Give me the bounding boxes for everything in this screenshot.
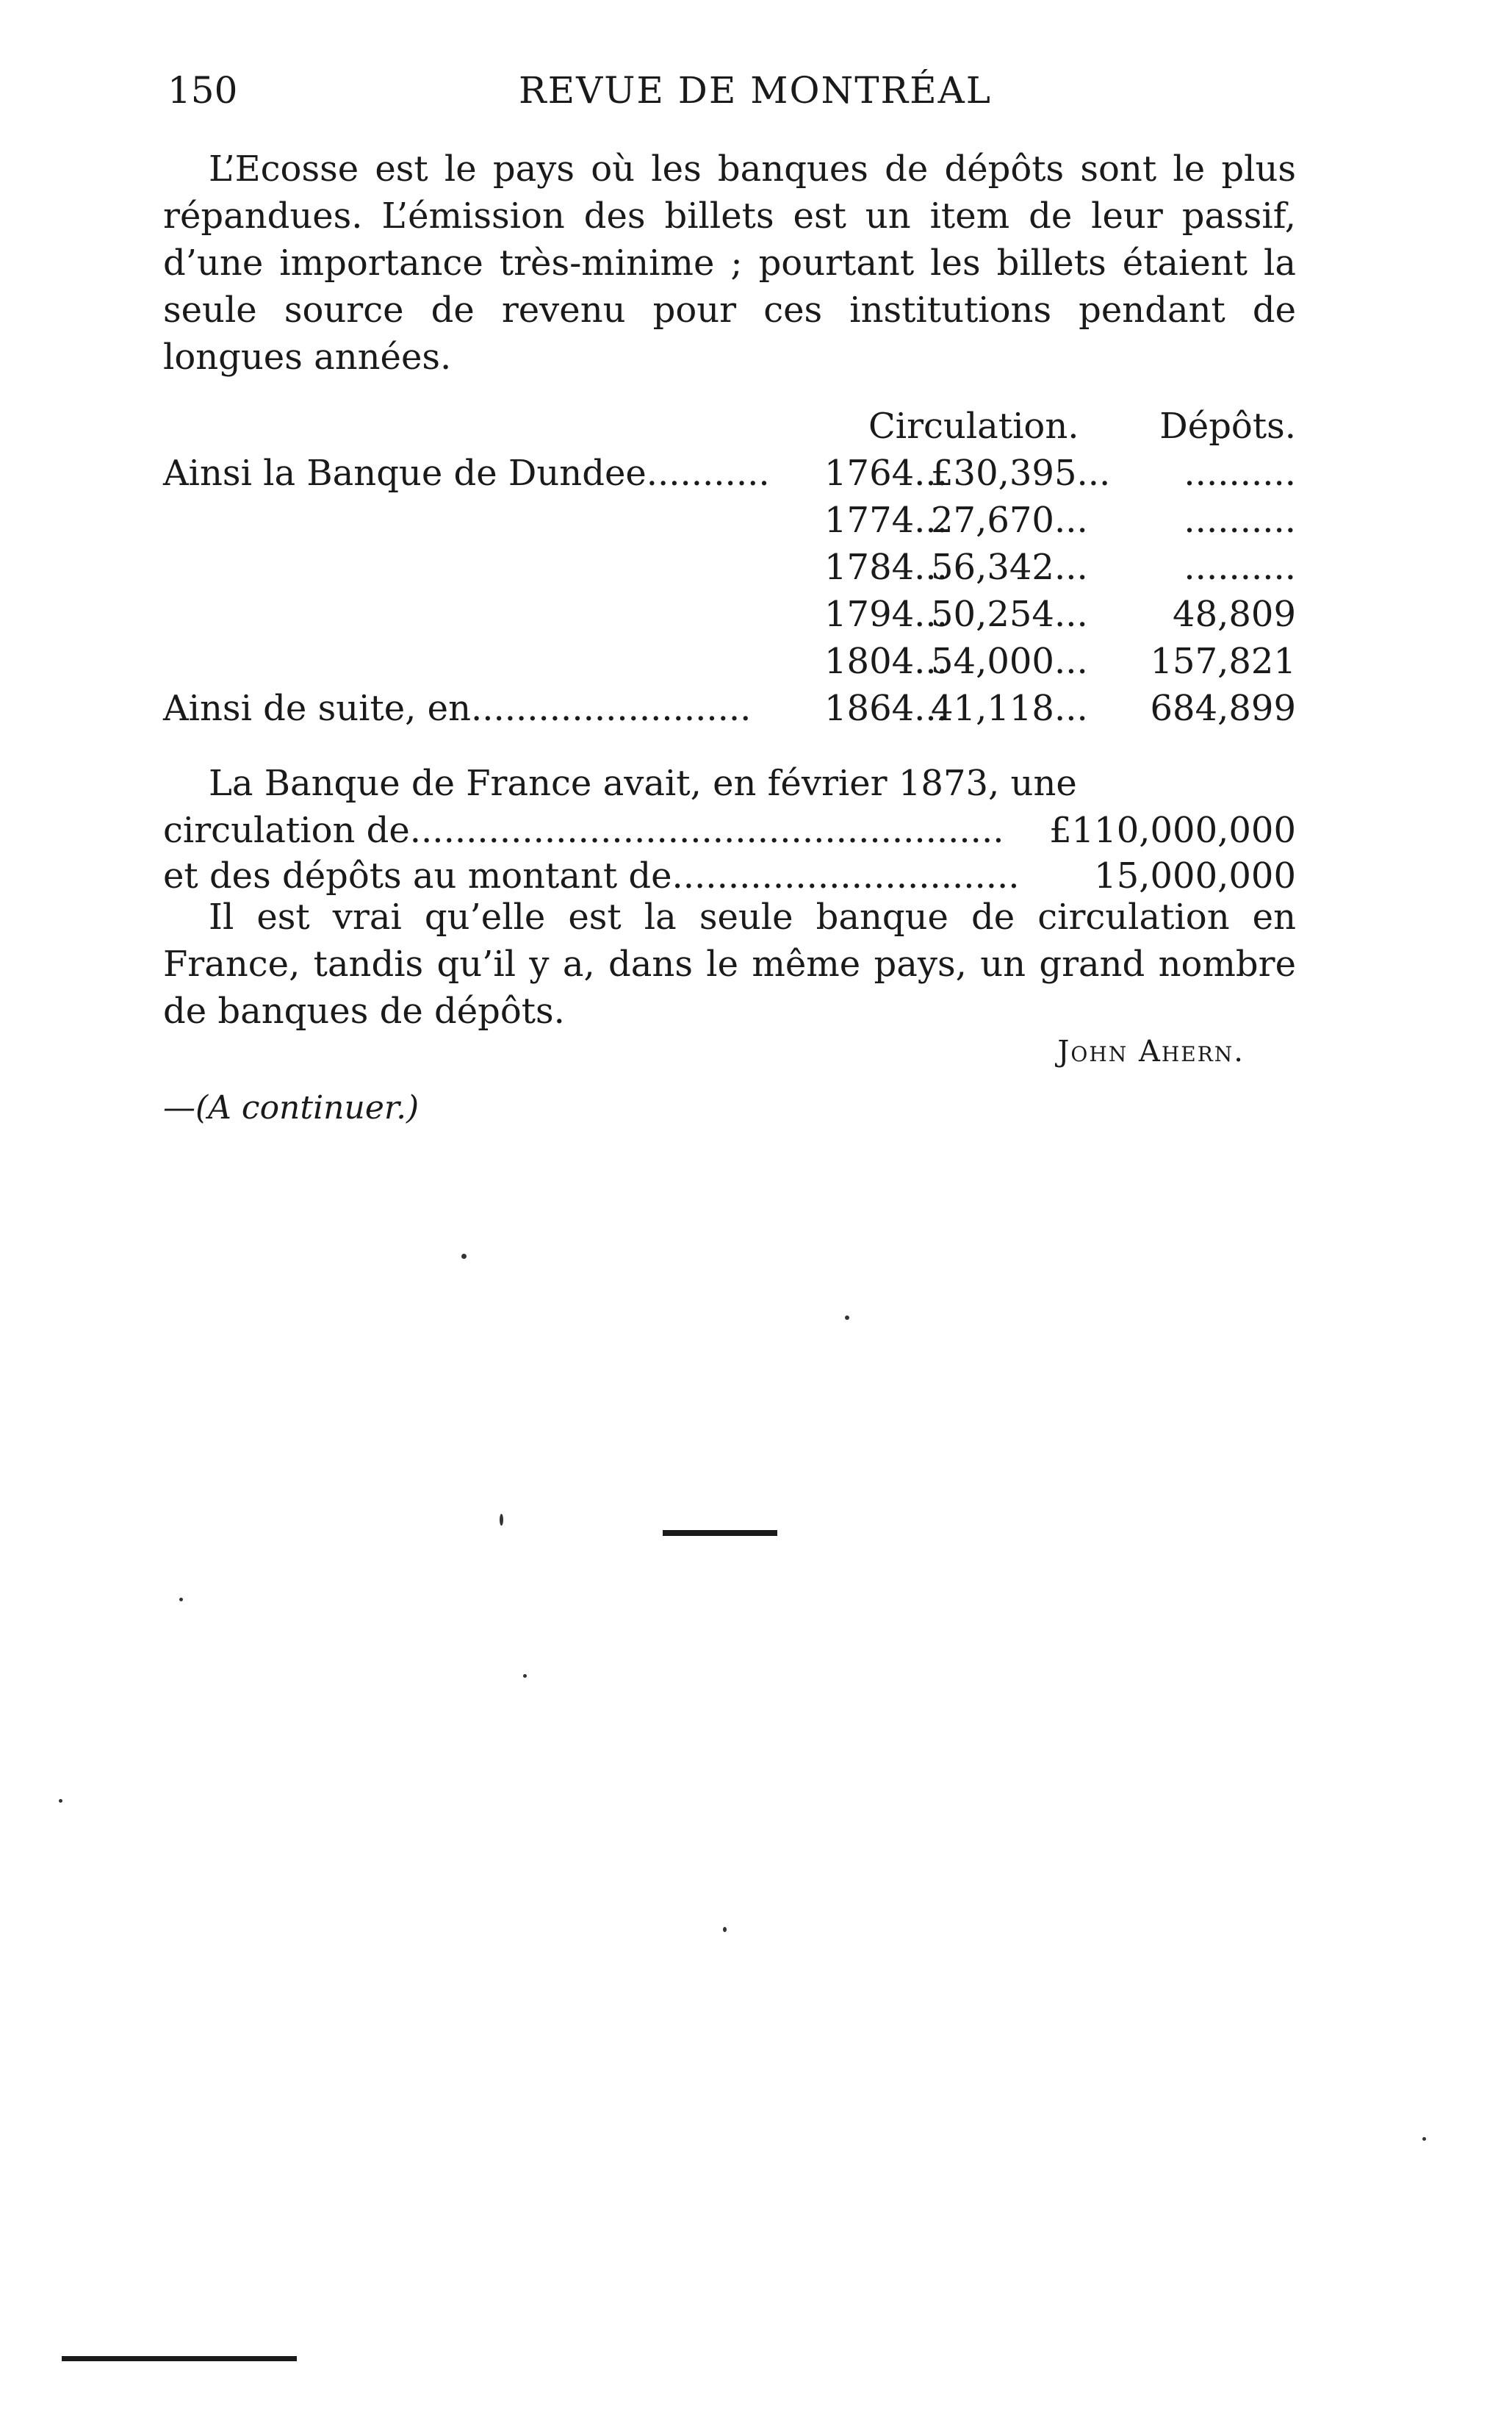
row-label: Ainsi la Banque de Dundee........... — [163, 453, 770, 494]
print-speck — [523, 1674, 527, 1678]
row-circulation: 41,118... — [931, 688, 1088, 729]
page-header — [168, 69, 1299, 121]
paragraph-scottish-banks: L’Ecosse est le pays où les banques de dépôts sont le plus répandues. L’émission des billets est un item de leur passif, d’une importance très-minime ; pourtant les billets étaient la seule source de revenu pour ces institutions pendant de longues années. — [163, 148, 1296, 378]
row-year: 1784... — [824, 547, 948, 588]
amount-value: 15,000,000 — [1094, 855, 1296, 897]
row-year: 1804... — [824, 641, 948, 682]
table-row — [163, 685, 1296, 732]
table-row — [163, 450, 1296, 497]
amount-line-circulation — [163, 807, 1296, 854]
print-speck — [179, 1598, 183, 1601]
amount-line-depots — [163, 852, 1296, 900]
paragraph-seule-banque: Il est vrai qu’elle est la seule banque de circulation en France, tandis qu’il y a, dans le même pays, un grand nombre de banques de dépôts. — [163, 897, 1296, 1032]
author-signature: John Ahern. — [1057, 1035, 1245, 1069]
row-depots: .......... — [1184, 547, 1296, 588]
row-circulation: 54,000... — [931, 641, 1088, 682]
row-year: 1764... — [824, 453, 948, 494]
row-year: 1864... — [824, 688, 948, 729]
row-label: Ainsi de suite, en......................... — [163, 688, 752, 729]
row-depots: 684,899 — [1150, 688, 1296, 729]
row-year: 1794... — [824, 594, 948, 635]
print-speck — [461, 1254, 467, 1259]
print-speck — [59, 1799, 62, 1803]
amount-label: et des dépôts au montant de............................... — [163, 855, 1020, 897]
table-row — [163, 497, 1296, 544]
table-row — [163, 544, 1296, 591]
section-rule — [663, 1530, 777, 1536]
print-speck — [723, 1927, 727, 1932]
column-header-depots: Dépôts. — [1159, 406, 1296, 447]
running-title: REVUE DE MONTRÉAL — [518, 69, 992, 112]
dundee-bank-table — [163, 403, 1296, 732]
row-year: 1774... — [824, 500, 948, 541]
continuation-text: —(A continuer.) — [163, 1089, 420, 1127]
row-depots: .......... — [1184, 500, 1296, 541]
row-circulation: 50,254... — [931, 594, 1088, 635]
continuation-note — [163, 1089, 419, 1127]
row-circulation: 56,342... — [931, 547, 1088, 588]
row-depots: 48,809 — [1173, 594, 1296, 635]
amount-label: circulation de..................................................... — [163, 810, 1004, 851]
table-header-row — [163, 403, 1296, 450]
row-circulation: 27,670... — [931, 500, 1088, 541]
row-depots: 157,821 — [1150, 641, 1296, 682]
print-speck — [845, 1315, 849, 1320]
table-row — [163, 591, 1296, 638]
bottom-edge-rule — [62, 2356, 297, 2361]
print-speck — [1422, 2137, 1426, 2141]
table-row — [163, 638, 1296, 685]
page-number: 150 — [168, 69, 238, 112]
row-circulation: £30,395... — [931, 453, 1111, 494]
paragraph-banque-de-france: La Banque de France avait, en février 1873, une — [209, 763, 1077, 804]
amount-value: £110,000,000 — [1049, 810, 1296, 851]
row-depots: .......... — [1184, 453, 1296, 494]
column-header-circulation: Circulation. — [868, 406, 1079, 447]
print-speck — [500, 1514, 503, 1526]
